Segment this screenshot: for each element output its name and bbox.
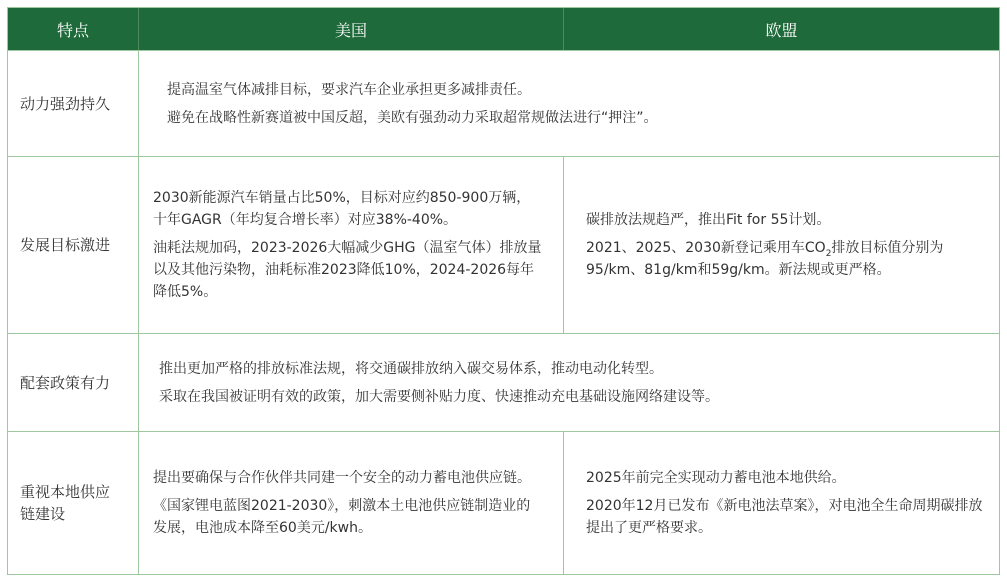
cell-text-co2: [586, 237, 985, 281]
cell-text: 碳排放法规趋严，推出Fit for 55计划。: [586, 212, 831, 228]
us-cell: [139, 432, 564, 574]
header-us: 美国: [139, 8, 564, 50]
us-cell: [139, 157, 564, 333]
cell-text: 避免在战略性新赛道被中国反超，美欧有强劲动力采取超常规做法进行“押注”。: [167, 109, 658, 126]
co2-subscript: 2: [825, 248, 832, 259]
cell-text: 提高温室气体减排目标，要求汽车企业承担更多减排责任。: [167, 81, 531, 98]
table-row: [8, 333, 999, 431]
cell-text: 油耗法规加码，2023-2026大幅减少GHG（温室气体）排放量以及其他污染物，油耗标准2023降低10%，2024-2026每年降低5%。: [153, 240, 542, 300]
table-row: [8, 156, 999, 333]
cell-text: 推出更加严格的排放标准法规，将交通碳排放纳入碳交易体系，推动电动化转型。: [159, 360, 663, 377]
row-label: 重视本地供应链建设: [8, 432, 139, 574]
cell-text: 采取在我国被证明有效的政策，加大需要侧补贴力度、快速推动充电基础设施网络建设等。: [159, 388, 719, 405]
cell-text: 提出要确保与合作伙伴共同建一个安全的动力蓄电池供应链。: [153, 470, 531, 486]
shared-cell: [139, 51, 999, 156]
co2-before: 2021、2025、2030新登记乘用车CO: [586, 240, 826, 256]
row-label: 配套政策有力: [8, 334, 139, 431]
cell-text: 2025年前完全实现动力蓄电池本地供给。: [586, 470, 846, 486]
eu-cell: [564, 157, 999, 333]
table-row: [8, 431, 999, 574]
header-eu: 欧盟: [765, 20, 798, 40]
header-feature: 特点: [8, 8, 139, 50]
comparison-table: [7, 7, 1000, 575]
cell-text: 2020年12月已发布《新电池法草案》，对电池全生命周期碳排放提出了更严格要求。: [586, 498, 983, 536]
table-header: [8, 8, 999, 50]
row-label: 动力强劲持久: [8, 51, 139, 156]
co2-after: 排放目标值分别为95/km、81g/km和59g/km。新法规或更严格。: [586, 240, 944, 278]
cell-text: 2030新能源汽车销量占比50%，目标对应约850-900万辆，十年GAGR（年均复合增长率）对应38%-40%。: [153, 190, 531, 228]
shared-cell: [139, 334, 999, 431]
cell-text: 《国家锂电蓝图2021-2030》，刺激本土电池供应链制造业的发展，电池成本降至60美元/kwh。: [153, 498, 531, 536]
eu-cell: [564, 432, 999, 574]
row-label: 发展目标激进: [8, 157, 139, 333]
table-row: [8, 50, 999, 156]
